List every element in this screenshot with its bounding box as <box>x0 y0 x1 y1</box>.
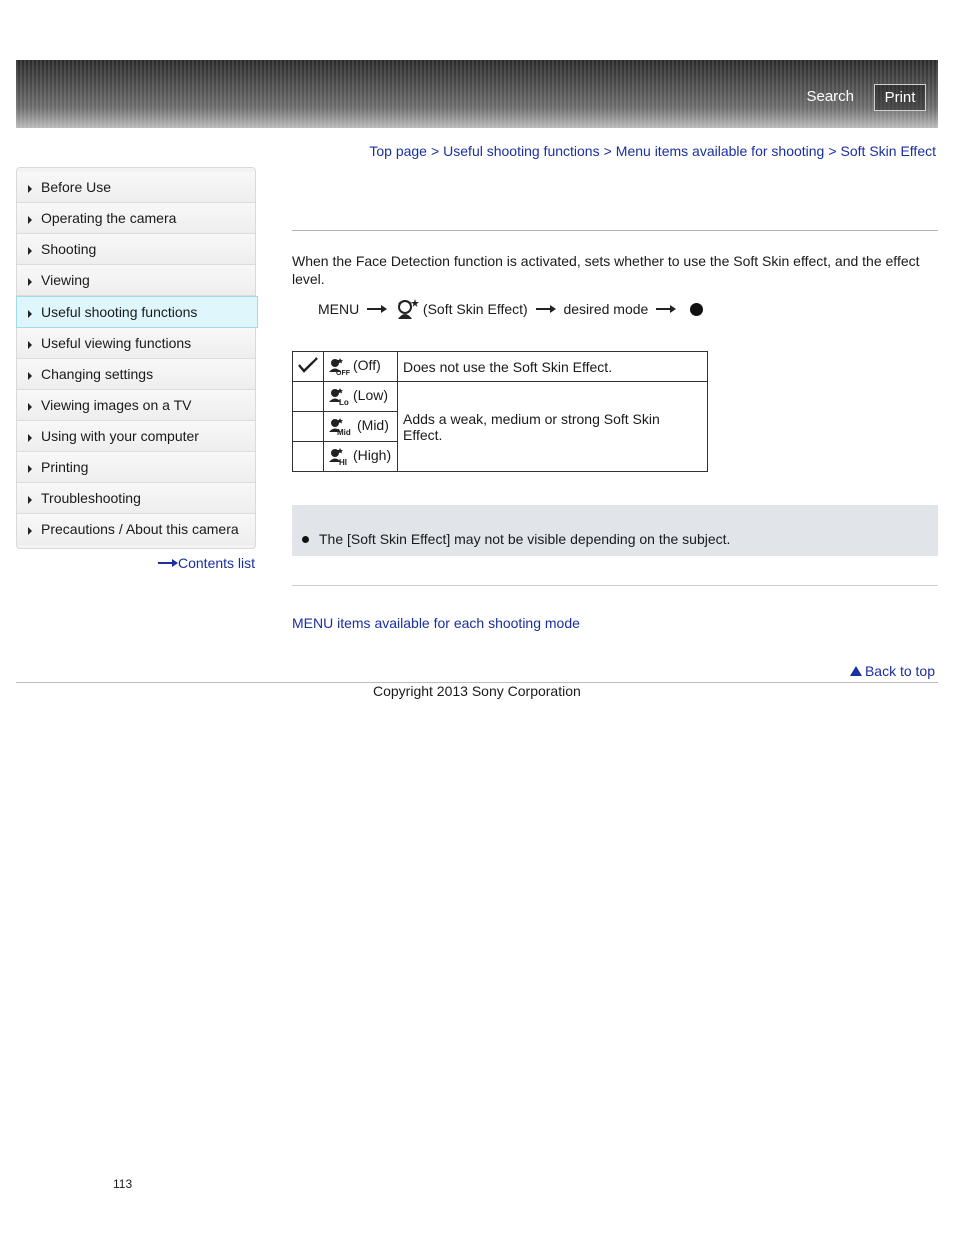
arrow-right-icon <box>536 305 556 313</box>
back-to-top-link[interactable] <box>850 663 935 679</box>
breadcrumb <box>369 143 936 159</box>
default-cell <box>293 352 324 382</box>
sidebar-item-changing-settings[interactable] <box>17 359 255 390</box>
sidebar-item-troubleshooting[interactable] <box>17 483 255 514</box>
triangle-right-icon <box>28 527 32 535</box>
breadcrumb-top-page[interactable]: Top page <box>369 143 427 159</box>
header-bar <box>16 60 938 128</box>
sidebar-item-before-use[interactable] <box>17 172 255 203</box>
copyright: Copyright 2013 Sony Corporation <box>373 683 581 699</box>
triangle-right-icon <box>28 278 32 286</box>
note-box <box>292 505 938 556</box>
sidebar-item-label: Using with your computer <box>41 428 199 444</box>
arrow-right-icon <box>158 559 178 567</box>
mode-cell <box>324 412 398 442</box>
sidebar-item-label: Changing settings <box>41 366 154 382</box>
mode-label: (High) <box>353 447 392 464</box>
sidebar-item-viewing[interactable] <box>17 265 255 296</box>
sidebar-item-label: Before Use <box>41 179 112 195</box>
menu-path <box>318 298 703 320</box>
triangle-right-icon <box>28 372 32 380</box>
soft-skin-badge: OFF <box>336 369 350 376</box>
sidebar-item-printing[interactable] <box>17 452 255 483</box>
table-row <box>293 382 708 412</box>
breadcrumb-menu-items[interactable]: Menu items available for shooting <box>615 143 825 159</box>
sidebar-item-shooting[interactable] <box>17 234 255 265</box>
sidebar-nav <box>16 167 256 549</box>
triangle-right-icon <box>28 216 32 224</box>
sidebar-item-useful-viewing[interactable] <box>17 328 255 359</box>
soft-skin-mid-icon <box>329 418 357 436</box>
triangle-right-icon <box>28 310 32 318</box>
triangle-right-icon <box>28 403 32 411</box>
soft-skin-off-icon <box>329 358 353 376</box>
sidebar-item-label: Useful viewing functions <box>41 335 192 351</box>
sidebar-item-label: Shooting <box>41 241 97 257</box>
soft-skin-icon <box>395 298 419 320</box>
sidebar-item-label: Operating the camera <box>41 210 177 226</box>
arrow-right-icon <box>656 305 676 313</box>
triangle-right-icon <box>28 341 32 349</box>
breadcrumb-separator: > <box>430 143 440 159</box>
triangle-right-icon <box>28 496 32 504</box>
menu-label: MENU <box>318 301 360 317</box>
sidebar-item-label: Printing <box>41 459 89 475</box>
triangle-right-icon <box>28 434 32 442</box>
intro-text: When the Face Detection function is activated, sets whether to use the Soft Skin effect, and the effect level. <box>292 253 920 287</box>
note-item <box>302 531 730 547</box>
divider <box>292 585 938 586</box>
search-link[interactable]: Search <box>806 88 854 105</box>
triangle-right-icon <box>28 247 32 255</box>
mode-cell <box>324 442 398 472</box>
contents-list-link[interactable] <box>158 555 255 571</box>
desc-cell: Adds a weak, medium or strong Soft Skin Effect. <box>398 382 708 472</box>
sidebar-item-useful-shooting[interactable] <box>16 296 258 328</box>
bullet-icon <box>302 536 309 543</box>
center-button-icon <box>690 303 703 316</box>
mode-cell <box>324 352 398 382</box>
default-cell <box>293 442 324 472</box>
breadcrumb-current[interactable]: Soft Skin Effect <box>840 143 936 159</box>
related-link[interactable]: MENU items available for each shooting mode <box>292 615 580 631</box>
mode-label: (Mid) <box>357 417 389 434</box>
divider <box>292 230 938 231</box>
breadcrumb-useful-shooting[interactable]: Useful shooting functions <box>443 143 600 159</box>
desc-cell: Does not use the Soft Skin Effect. <box>398 352 708 382</box>
soft-skin-badge: Mid <box>337 427 351 436</box>
table-row <box>293 352 708 382</box>
breadcrumb-separator: > <box>828 143 837 159</box>
mode-label: (Low) <box>353 387 389 404</box>
sidebar-item-label: Precautions / About this camera <box>41 521 239 537</box>
sidebar-item-label: Viewing images on a TV <box>41 397 192 413</box>
menu-mode-label: desired mode <box>563 301 649 317</box>
sidebar-item-label: Troubleshooting <box>41 490 141 506</box>
checkmark-icon <box>298 357 318 373</box>
print-button[interactable]: Print <box>874 84 926 111</box>
sidebar-item-operating[interactable] <box>17 203 255 234</box>
back-to-top-label: Back to top <box>864 663 935 679</box>
breadcrumb-separator: > <box>603 143 612 159</box>
page-number: 113 <box>113 1177 133 1191</box>
sidebar-item-computer[interactable] <box>17 421 255 452</box>
sidebar-item-precautions[interactable] <box>17 514 255 545</box>
soft-skin-high-icon <box>329 448 353 466</box>
contents-list-label: Contents list <box>178 555 256 571</box>
default-cell <box>293 382 324 412</box>
sidebar-item-label: Useful shooting functions <box>41 304 198 320</box>
soft-skin-badge: HI <box>339 457 347 466</box>
default-cell <box>293 412 324 442</box>
sidebar-item-label: Viewing <box>41 272 90 288</box>
options-table <box>292 351 708 472</box>
note-text: The [Soft Skin Effect] may not be visible depending on the subject. <box>319 531 731 547</box>
soft-skin-low-icon <box>329 388 353 406</box>
sidebar-item-tv[interactable] <box>17 390 255 421</box>
mode-cell <box>324 382 398 412</box>
arrow-right-icon <box>367 305 387 313</box>
soft-skin-badge: Lo <box>339 397 349 406</box>
menu-item-label: (Soft Skin Effect) <box>422 301 528 317</box>
mode-label: (Off) <box>353 357 381 374</box>
triangle-right-icon <box>28 465 32 473</box>
triangle-right-icon <box>28 185 32 193</box>
triangle-up-icon <box>850 666 862 676</box>
